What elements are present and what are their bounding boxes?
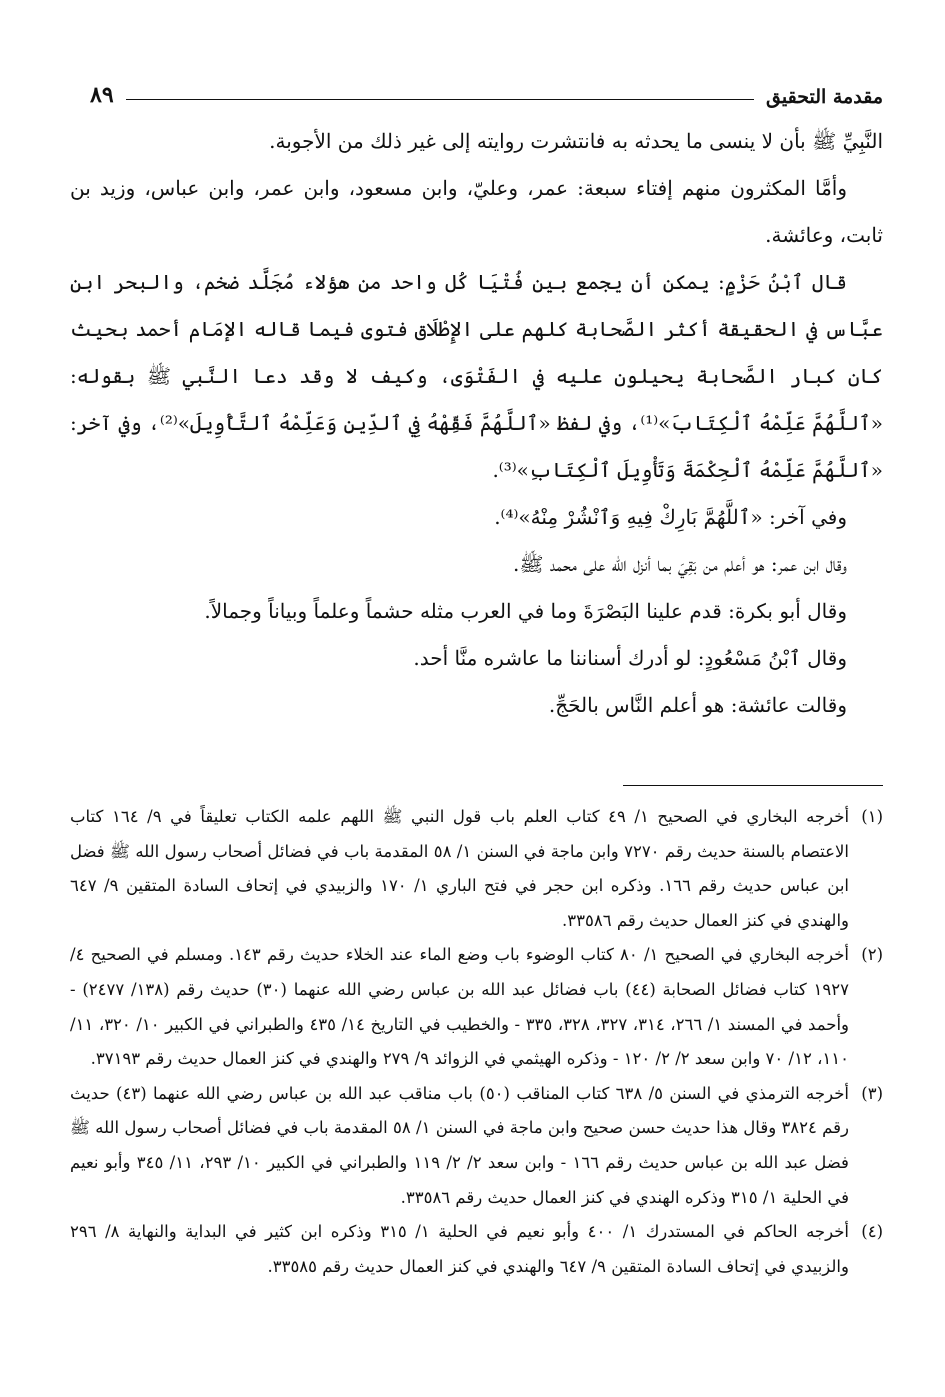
- footnote: [70, 1215, 883, 1284]
- footnote-text: أخرجه الحاكم في المستدرك ١/ ٤٠٠ وأبو نعيم في الحلية ١/ ٣١٥ وذكره ابن كثير في البداية والنهاية ٨/ ٢٩٦ والزبيدي في إتحاف السادة المتقين ٩/ ٦٤٧ والهندي في كنز العمال حديث رقم ٣٣٥٨٥.: [70, 1222, 849, 1276]
- header-title: مقدمة التحقيق: [766, 86, 883, 108]
- header-rule: [126, 99, 754, 100]
- footnote: [70, 1077, 883, 1215]
- paragraph: النَّبِيِّ ﷺ بأن لا ينسى ما يحدثه به فانتشرت روايته إلى غير ذلك من الأجوبة.: [269, 129, 883, 153]
- footnotes: [70, 800, 883, 1284]
- footnote-text: أخرجه الترمذي في السنن ٥/ ٦٣٨ كتاب المناقب (٥٠) باب مناقب عبد الله بن عباس رضي الله عنهما (٤٣) حديث رقم ٣٨٢٤ وقال هذا حديث حسن صحيح وابن ماجة في السنن ١/ ٥٨ المقدمة باب في فضائل أصحاب رسول الله ﷺ فضل عبد الله بن عباس حديث رقم ١٦٦ - وابن سعد ٢/ ٢/ ١١٩ والطبراني في الكبير ١٠/ ٢٩٣، ١١/ ٣٤٥ وأبو نعيم في الحلية ١/ ٣١٥ وذكره الهندي في كنز العمال حديث رقم ٣٣٥٨٦.: [70, 1083, 849, 1207]
- page-number: ٨٩: [90, 82, 114, 108]
- paragraph: وفي آخر: «ٱللَّهُمَّ بَارِكْ فِيهِ وَٱنْشُرْ مِنْهُ»⁽⁴⁾.: [494, 505, 847, 529]
- paragraph: وقالت عائشة: هو أعلم النَّاس بالحَجِّ.: [548, 693, 847, 717]
- footnote-number: (٤): [861, 1222, 883, 1242]
- paragraph: وأمَّا المكثرون منهم إفتاء سبعة: عمر، وعليّ، وابن مسعود، وابن عمر، وابن عباس، وزيد بن ثابت، وعائشة.: [70, 176, 883, 247]
- paragraph: وقال أبو بكرة: قدم علينا البَصْرَةَ وما في العرب مثله حشماً وعلماً وبياناً وجمالاً.: [204, 599, 847, 623]
- footnote: [70, 938, 883, 1076]
- paragraph: وقال ٱبْنُ مَسْعُودٍ: لو أدرك أسناننا ما عاشره منَّا أحد.: [413, 646, 847, 670]
- running-header: [90, 58, 883, 108]
- footnote: [70, 800, 883, 938]
- footnote-number: (٢): [861, 945, 883, 965]
- footnote-separator: [623, 785, 883, 786]
- footnote-text: أخرجه البخاري في الصحيح ١/ ٤٩ كتاب العلم باب قول النبي ﷺ اللهم علمه الكتاب تعليقاً في ٩/ ١٦٤ كتاب الاعتصام بالسنة حديث رقم ٧٢٧٠ وابن ماجة في السنن ١/ ٥٨ المقدمة باب في فضائل أصحاب رسول الله ﷺ فضل ابن عباس حديث رقم ١٦٦. وذكره ابن حجر في فتح الباري ١/ ١٧٠ والزبيدي في إتحاف السادة المتقين ٩/ ٦٤٧ والهندي في كنز العمال حديث رقم ٣٣٥٨٦.: [70, 807, 850, 930]
- footnote-text: أخرجه البخاري في الصحيح ١/ ٨٠ كتاب الوضوء باب وضع الماء عند الخلاء حديث رقم ١٤٣. ومسلم في الصحيح ٤/ ١٩٢٧ كتاب فضائل الصحابة (٤٤) باب فضائل عبد الله بن عباس رضي الله عنهما (٣٠) حديث رقم (١٣٨/ ٢٤٧٧) - وأحمد في المسند ١/ ٢٦٦، ٣١٤، ٣٢٧، ٣٢٨، ٣٣٥ - والخطيب في التاريخ ١٤/ ٤٣٥ والطبراني في الكبير ١٠/ ٣٢٠، ١١/ ١١٠، ١٢/ ٧٠ وابن سعد ٢/ ٢/ ١٢٠ - وذكره الهيثمي في الزوائد ٩/ ٢٧٩ والهندي في كنز العمال حديث رقم ٣٧١٩٣.: [70, 945, 849, 1069]
- footnote-number: (١): [861, 807, 883, 826]
- footnote-number: (٣): [861, 1083, 883, 1103]
- main-text: [70, 118, 883, 729]
- paragraph: قال ٱبْنُ حَزْمٍ: يمكن أن يجمع بين فُتْيَا كُل واحد من هؤلاء مُجَلَّد ضخم، والبحر ابن عبَّاس في الحقيقة أكثر الصَّحابة كلهم على الإِطْلَاق فتوى فيما قاله الإمَام أحمد بحيث كان كبار الصَّحابة يحيلون عليه في الفَتْوَى، وكيف لا وقد دعا النَّبي ﷺ بقوله: «ٱللَّهُمَّ عَلِّمْهُ ٱلْكِتَابَ»⁽¹⁾، وفي لفظ «ٱللَّهُمَّ فَقِّهْهُ فِي ٱلدِّينِ وَعَلِّمْهُ ٱلتَّأْوِيلَ»⁽²⁾، وفي آخر: «ٱللَّهُمَّ عَلِّمْهُ ٱلْحِكْمَةَ وَتَأْوِيلَ ٱلْكِتَابِ»⁽³⁾.: [70, 270, 883, 482]
- paragraph: وقال ابن عمر: هو أعلم من بَقِيَ بما أنزل الله على محمد ﷺ.: [512, 552, 847, 576]
